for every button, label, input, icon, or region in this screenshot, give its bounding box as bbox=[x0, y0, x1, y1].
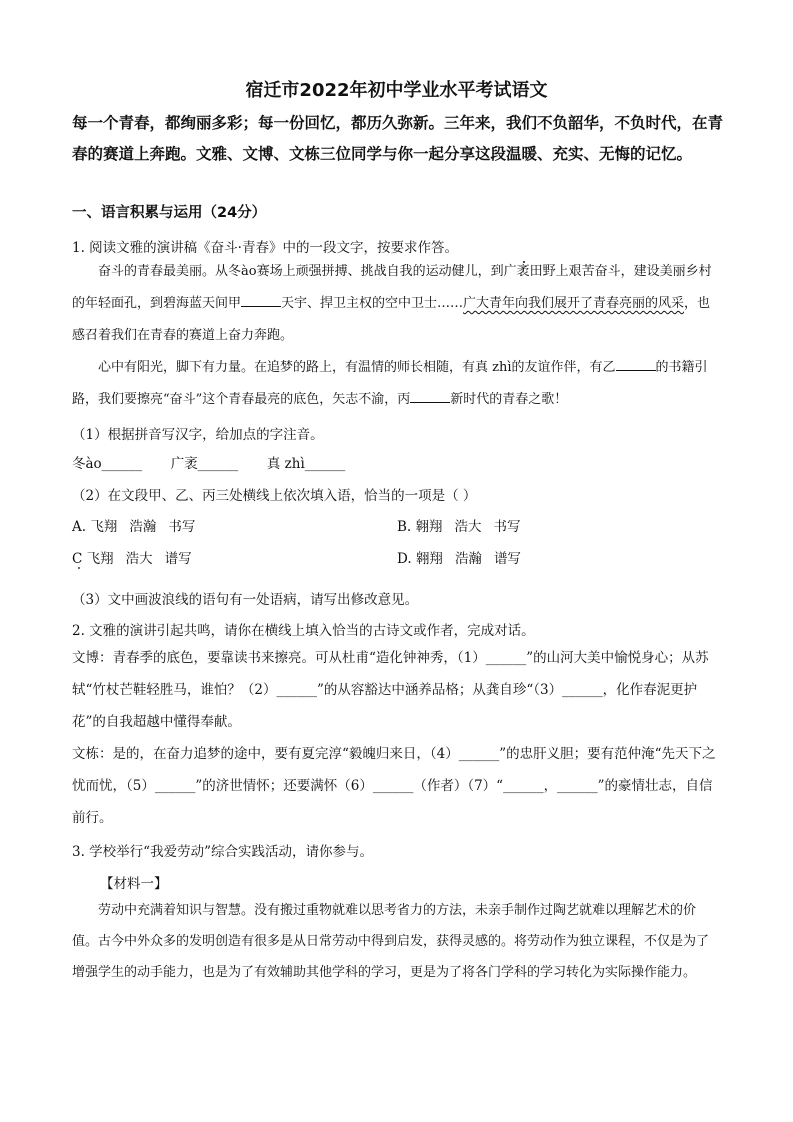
material-one-text: 劳动中充满着知识与智慧。没有搬过重物就难以思考省力的方法，未亲手制作过陶艺就难以理解艺术的价值。古今中外众多的发明创造有很多是从日常劳动中得到启发，获得灵感的。将劳动作为独立课程，不仅是为了增强学生的动手能力，也是为了有效辅助其他学科的学习，更是为了将各门学科的学习转化为实际操作能力。 bbox=[72, 903, 710, 980]
fill-dong-ao: 冬ào______ bbox=[72, 456, 143, 472]
question-2-stem: 2. 文雅的演讲引起共鸣，请你在横线上填入恰当的古诗文或作者，完成对话。 bbox=[72, 623, 535, 639]
material-one-label: 【材料一】 bbox=[100, 876, 168, 892]
blank-jia bbox=[241, 294, 281, 307]
wavy-underlined-sentence: 广大青年向我们展开了青春亮丽的风采 bbox=[463, 296, 685, 311]
fill-guang-mao: 广袤______ bbox=[170, 456, 239, 472]
blank-yi bbox=[616, 358, 656, 371]
option-a: A. 飞翔 浩瀚 书写 bbox=[72, 519, 196, 535]
option-d: D. 翱翔 浩瀚 谱写 bbox=[397, 551, 521, 567]
passage-1-text-d: ，也感召着我们在青春的赛道上奋力奔跑。 bbox=[72, 296, 711, 343]
intro-paragraph: 每一个青春，都绚丽多彩；每一份回忆，都历久弥新。三年来，我们不负韶华，不负时代，在青春的赛道上奔跑。文雅、文博、文栋三位同学与你一起分享这段温暖、充实、无悔的记忆。 bbox=[72, 114, 724, 163]
fill-in-row bbox=[72, 452, 724, 472]
sub-question-3: （3）文中画波浪线的语句有一处语病，请写出修改意见。 bbox=[72, 592, 419, 608]
option-c: C 飞翔 浩大 谱写 bbox=[72, 551, 192, 567]
stray-dot bbox=[78, 567, 80, 569]
passage-2-text-a: 心中有阳光，脚下有力量。在追梦的路上，有温情的师长相随，有真 zhì的友谊作伴，有乙 bbox=[98, 360, 616, 375]
blank-bing bbox=[410, 390, 450, 403]
section-heading: 一、语言积累与运用（24分） bbox=[72, 205, 267, 221]
page-title: 宿迁市2022年初中学业水平考试语文 bbox=[245, 80, 548, 101]
question-1-stem: 1. 阅读文雅的演讲稿《奋斗·青春》中的一段文字，按要求作答。 bbox=[72, 240, 458, 256]
passage-1-text-c: 天宇、捍卫主权的空中卫士…… bbox=[281, 296, 464, 311]
option-b: B. 翱翔 浩大 书写 bbox=[397, 519, 521, 535]
question-1-passage-1 bbox=[72, 256, 720, 352]
sub-question-2: （2）在文段甲、乙、丙三处横线上依次填入语，恰当的一项是（ ） bbox=[72, 488, 477, 504]
dialogue-wenbo: 文博：青春季的底色，要靠读书来擦亮。可从杜甫“造化钟神秀，（1）______”的山河大美中愉悦身心；从苏轼“竹杖芒鞋轻胜马，谁怕？（2）______”的从容豁达中涵养品格；从龚自珍“（3）______，化作春泥更护花”的自我超越中懂得奉献。 bbox=[72, 650, 709, 730]
fill-zhen-zhi: 真 zhì______ bbox=[266, 456, 346, 472]
passage-1-text-a: 奋斗的青春最美丽。从冬ào赛场上顽强拼搏、挑战自我的运动健儿，到广 bbox=[98, 264, 517, 279]
question-1-passage-2 bbox=[72, 352, 720, 416]
question-3-stem: 3. 学校举行“我爱劳动”综合实践活动，请你参与。 bbox=[72, 844, 373, 860]
passage-1-text-b: 田野上艰苦奋斗，建设美丽乡村的年轻面孔，到碧海蓝天间甲 bbox=[72, 264, 712, 311]
passage-2-text-b: 的书籍引路，我们要擦亮“奋斗”这个青春最亮的底色，矢志不渝，丙 bbox=[72, 360, 708, 407]
sub-question-1: （1）根据拼音写汉字，给加点的字注音。 bbox=[72, 427, 324, 443]
dotted-character: 袤 bbox=[516, 264, 530, 279]
passage-2-text-c: 新时代的青春之歌！ bbox=[450, 392, 568, 407]
dialogue-wendong: 文栋：是的，在奋力追梦的途中，要有夏完淳“毅魄归来日，（4）______”的忠肝义胆；要有范仲淹“先天下之忧而忧，（5）______”的济世情怀；还要满怀（6）______（作者）（7）“______，______”的豪情壮志，自信前行。 bbox=[72, 746, 716, 826]
